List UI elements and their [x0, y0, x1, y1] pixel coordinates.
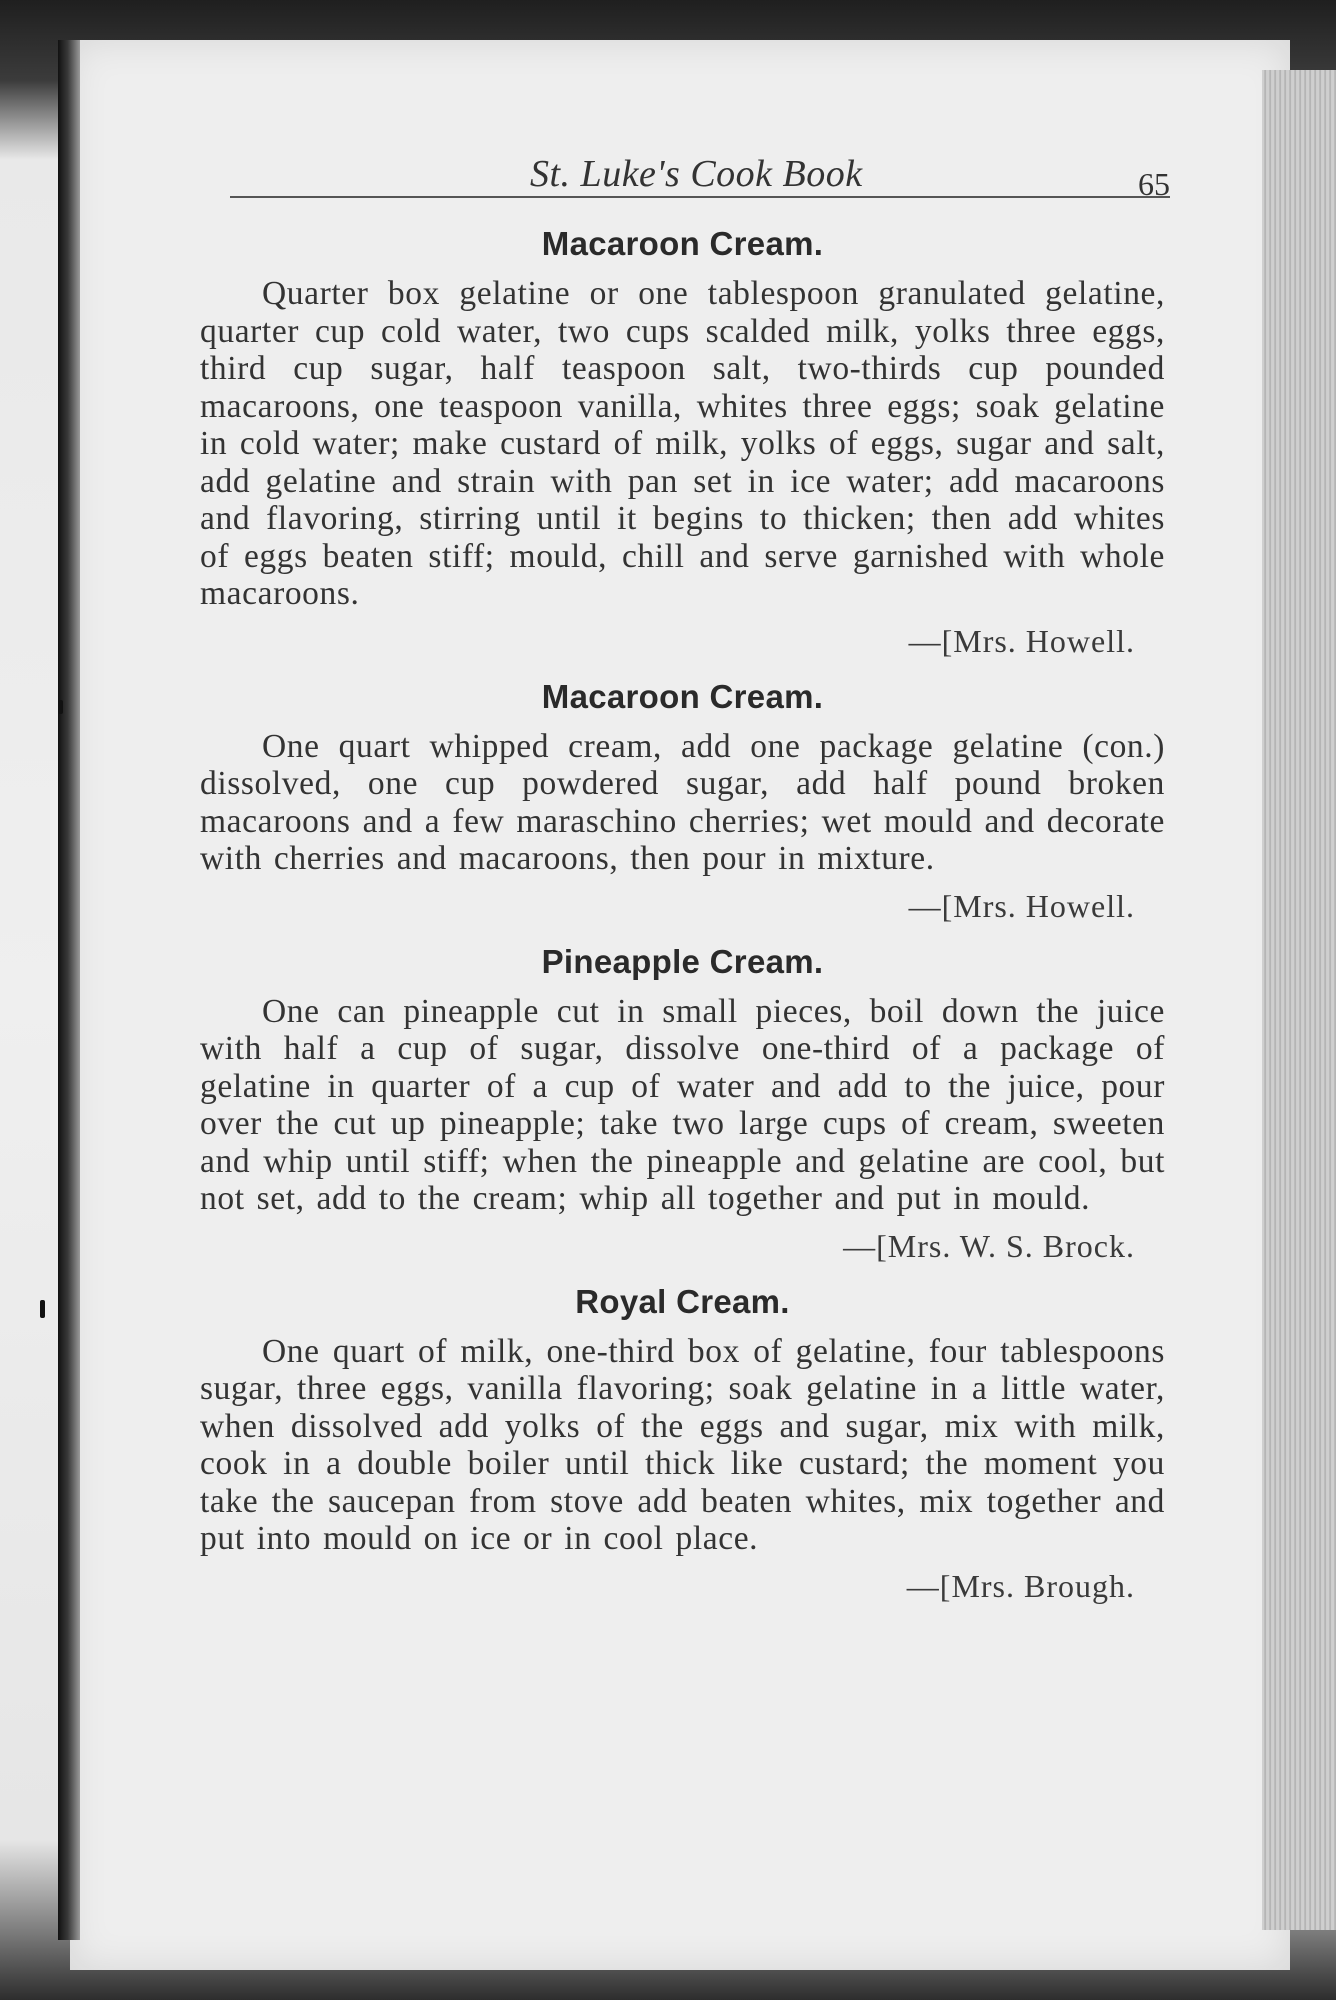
running-title: St. Luke's Cook Book — [530, 153, 863, 195]
header-rule — [230, 196, 1170, 198]
recipe-attribution: —[Mrs. Howell. — [908, 622, 1135, 659]
recipe-title: Pineapple Cream. — [541, 942, 824, 980]
recipe-attribution: —[Mrs. Howell. — [908, 887, 1135, 924]
recipe-macaroon-cream-2 — [200, 678, 1165, 925]
recipe-attribution: —[Mrs. W. S. Brock. — [843, 1227, 1135, 1264]
page-edges — [1262, 70, 1336, 1930]
page-number: 65 — [1138, 166, 1170, 202]
recipe-royal-cream — [200, 1283, 1165, 1605]
margin-mark — [40, 1300, 45, 1318]
page-content — [200, 225, 1165, 1623]
recipe-title: Royal Cream. — [575, 1282, 790, 1320]
recipe-body: Quarter box gelatine or one tablespoon granulated gelatine, quarter cup cold water, two cups scalded milk, yolks three eggs, third cup sugar, half teaspoon salt, two-thirds cup pounded macaroons, one teaspoon vanilla, whites three eggs; soak gelatine in cold water; make custard of milk, yolks of eggs, sugar and salt, add gelatine and strain with pan set in ice water; add macaroons and flavoring, stirring until it begins to thicken; then add whites of eggs beaten stiff; mould, chill and serve garnished with whole macaroons. — [200, 275, 1165, 612]
margin-mark — [58, 700, 63, 714]
recipe-body: One can pineapple cut in small pieces, boil down the juice with half a cup of sugar, dissolve one-third of a package of gelatine in quarter of a cup of water and add to the juice, pour over the cut up pineapple; take two large cups of cream, sweeten and whip until stiff; when the pineapple and gelatine are cool, but not set, add to the cream; whip all together and put in mould. — [200, 992, 1165, 1217]
recipe-macaroon-cream-1 — [200, 225, 1165, 660]
page-header — [230, 140, 1170, 200]
recipe-body: One quart whipped cream, add one package gelatine (con.) dissolved, one cup powdered sugar, add half pound broken macaroons and a few maraschino cherries; wet mould and decorate with cherries and macaroons, then pour in mixture. — [200, 727, 1165, 877]
recipe-attribution: —[Mrs. Brough. — [906, 1567, 1135, 1604]
recipe-title: Macaroon Cream. — [541, 677, 824, 715]
book-binding — [58, 40, 80, 1940]
recipe-pineapple-cream — [200, 943, 1165, 1265]
recipe-body: One quart of milk, one-third box of gelatine, four tablespoons sugar, three eggs, vanilla flavoring; soak gelatine in a little water, when dissolved add yolks of the eggs and sugar, mix with milk, cook in a double boiler until thick like custard; the moment you take the saucepan from stove add beaten whites, mix together and put into mould on ice or in cool place. — [200, 1332, 1165, 1557]
recipe-title: Macaroon Cream. — [541, 225, 824, 262]
